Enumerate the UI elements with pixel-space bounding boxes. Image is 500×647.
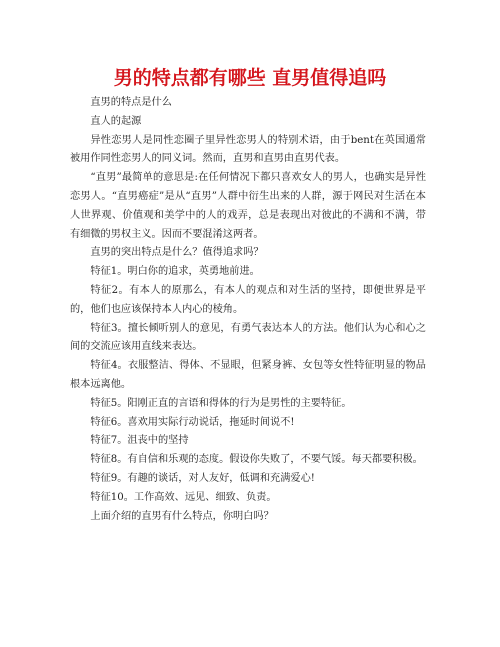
feature-item: 特征6。喜欢用实际行动说话，拖延时间说不! xyxy=(90,416,295,428)
feature-item: 特征5。阳刚正直的言语和得体的行为是男性的主要特征。 xyxy=(90,397,352,409)
feature-item: 特征1。明白你的追求，英勇地前进。 xyxy=(90,266,260,278)
feature-item: 特征10。工作高效、远见、细致、负责。 xyxy=(90,491,277,503)
body-paragraph: “直男”最简单的意思是:在任何情况下都只喜欢女人的男人，也确实是异性恋男人。“直男癌症”是从“直男”人群中衍生出来的人群，源于网民对生活在本人世界观、价值观和美学中的人的戏弄，总是表现出对彼此的不满和不满，带有细微的男权主义。因而不要混淆这两者。 xyxy=(70,172,426,240)
feature-item: 特征8。有自信和乐观的态度。假设你失败了，不要气馁。每天都要积极。 xyxy=(90,454,423,466)
feature-item: 特征9。有趣的谈话，对人友好，低调和充满爱心! xyxy=(90,472,315,484)
feature-item: 特征7。沮丧中的坚持 xyxy=(90,435,189,447)
question-paragraph: 直男的突出特点是什么？值得追求吗？ xyxy=(90,247,264,259)
subheading-paragraph: 直男的特点是什么 xyxy=(90,97,172,108)
feature-item: 特征3。擅长倾听别人的意见，有勇气表达本人的方法。他们认为心和心之间的交流应该用直线来表达。 xyxy=(70,322,426,353)
body-paragraph: 异性恋男人是同性恋圈子里异性恋男人的特别术语，由于bent在英国通常被用作同性恋男人的同义词。然而，直男和直男由直男代表。 xyxy=(70,134,426,165)
document-body xyxy=(70,94,426,526)
closing-paragraph: 上面介绍的直男有什么特点，你明白吗？ xyxy=(90,510,274,522)
feature-item: 特征4。衣服整洁、得体、不显眼，但紧身裤、女包等女性特征明显的物品根本远离他。 xyxy=(70,360,426,390)
subheading-paragraph: 直人的起源 xyxy=(90,115,142,127)
feature-item: 特征2。有本人的原那么，有本人的观点和对生活的坚持，即便世界是平的，他们也应该保持本人内心的棱角。 xyxy=(70,284,426,315)
document-title: 男的特点都有哪些 直男值得追吗 xyxy=(113,67,387,89)
